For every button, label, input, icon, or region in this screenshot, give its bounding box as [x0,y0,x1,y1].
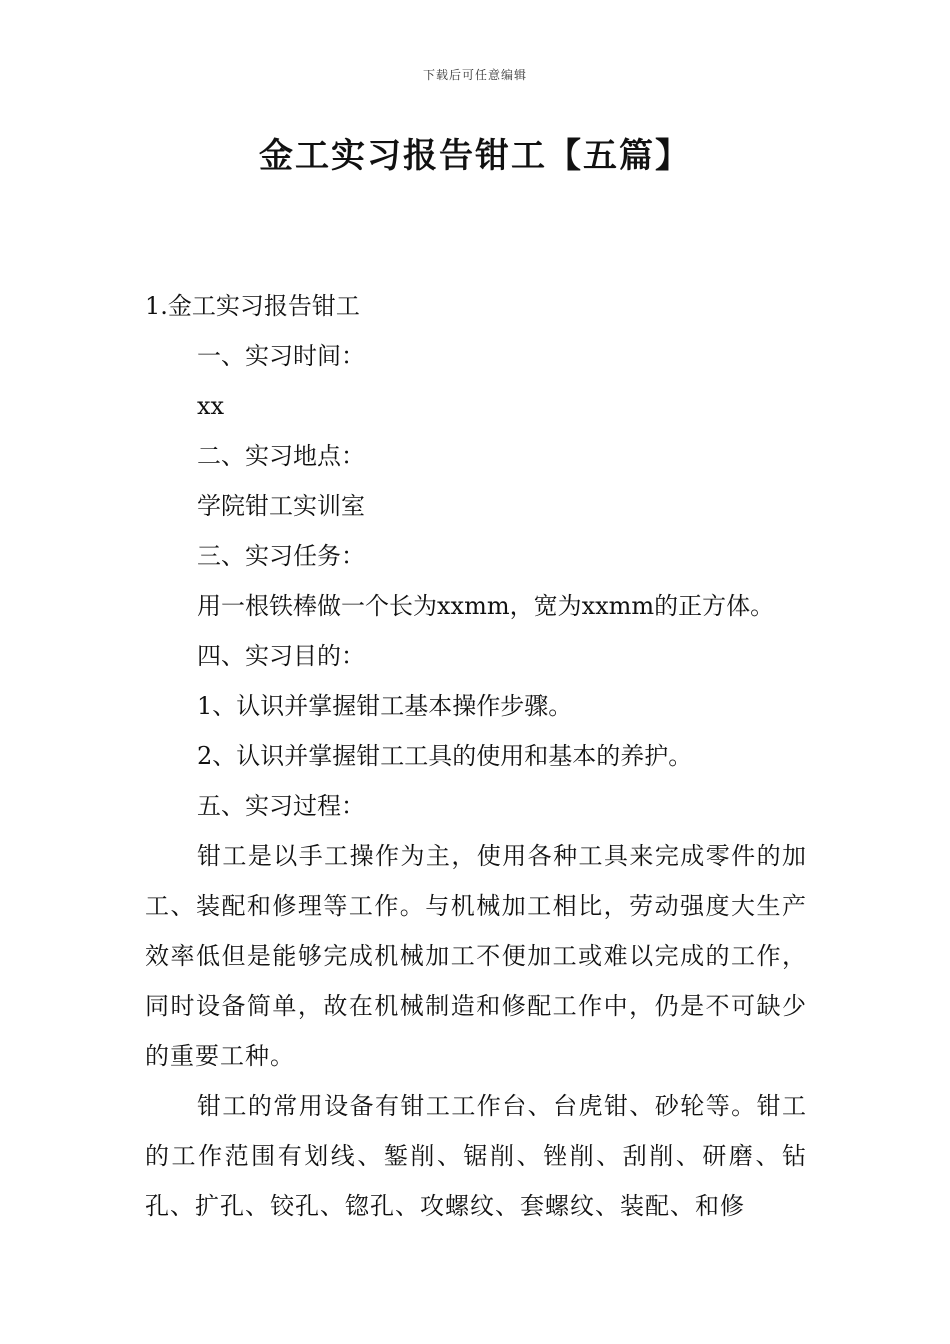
text-line: 四、实习目的： [197,642,365,670]
text-line: xx [197,392,225,420]
paragraph: 钳工的常用设备有钳工工作台、台虎钳、砂轮等。钳工的工作范围有划线、錾削、锯削、锉削、刮削、研磨、钻孔、扩孔、铰孔、锪孔、攻螺纹、套螺纹、装配、和修 [145,1092,807,1220]
text-line: 五、实习过程： [197,792,365,820]
text-line: 学院钳工实训室 [197,492,365,520]
text-line: 1、认识并掌握钳工基本操作步骤。 [197,692,573,720]
paragraph: 钳工是以手工操作为主，使用各种工具来完成零件的加工、装配和修理等工作。与机械加工相比，劳动强度大生产效率低但是能够完成机械加工不便加工或难以完成的工作，同时设备简单，故在机械制造和修配工作中，仍是不可缺少的重要工种。 [145,842,807,1070]
document-title: 金工实习报告钳工【五篇】 [259,136,691,176]
text-line: 一、实习时间： [197,342,365,370]
text-line: 2、认识并掌握钳工工具的使用和基本的养护。 [197,742,693,770]
text-line: 三、实习任务： [197,542,365,570]
text-line: 二、实习地点： [197,442,365,470]
header-note: 下载后可任意编辑 [422,68,527,82]
section-heading: 1.金工实习报告钳工 [145,292,360,320]
document-body [145,281,807,1231]
text-line: 用一根铁棒做一个长为xxmm，宽为xxmm的正方体。 [197,592,775,620]
